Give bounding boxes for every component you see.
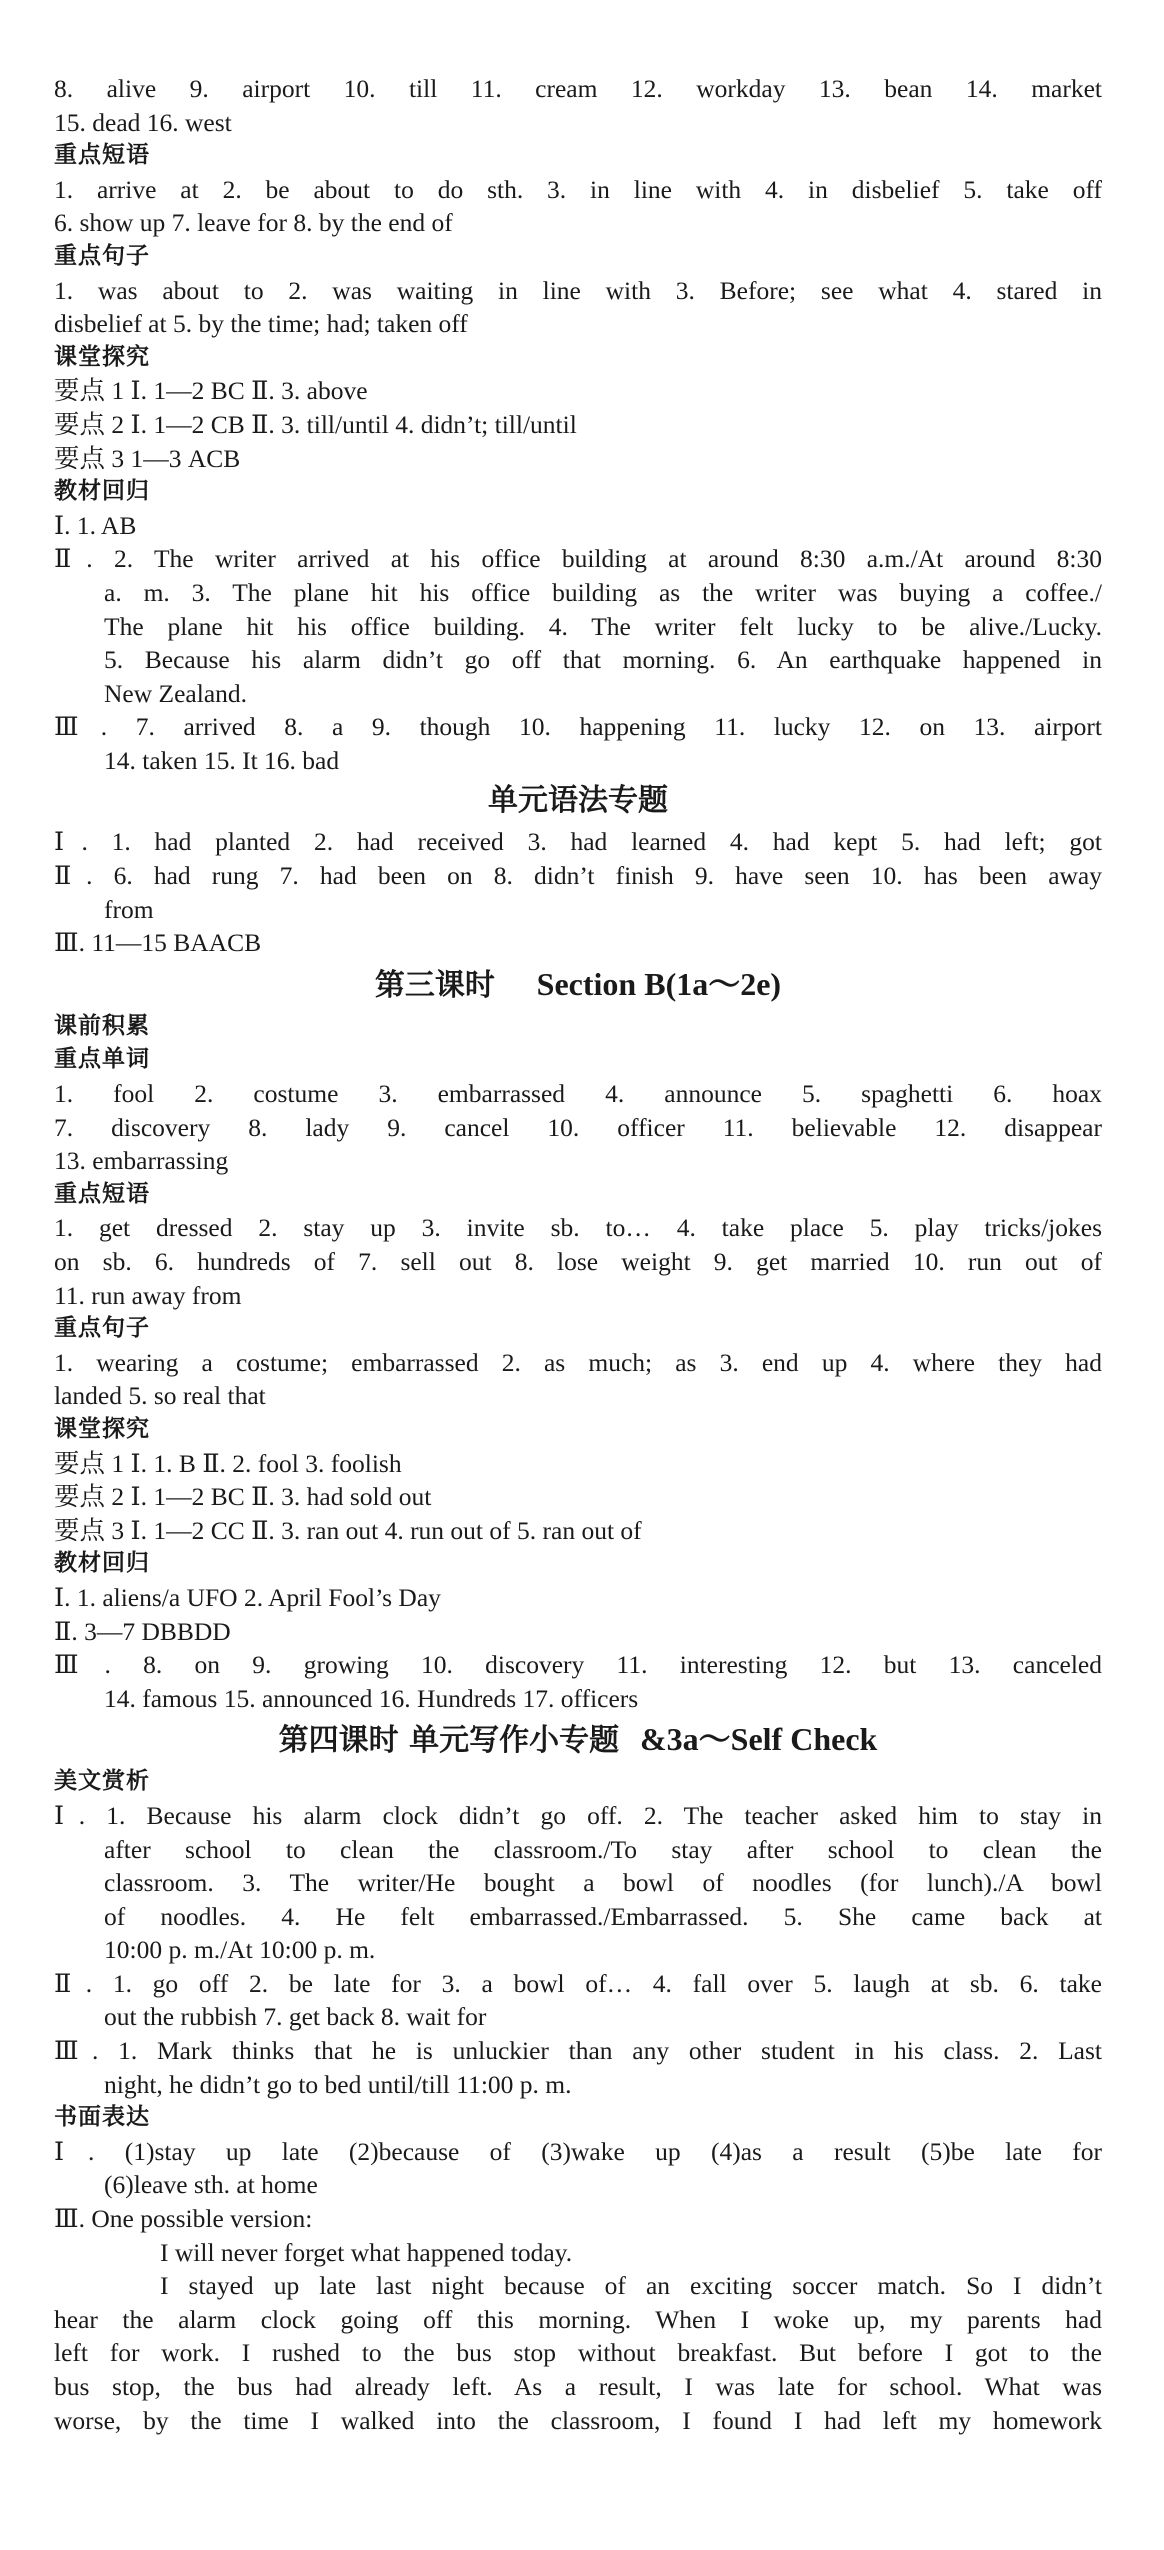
section-heading: 重点句子: [54, 1315, 150, 1342]
text-line: 1. was about to 2. was waiting in line with 3. Before; see what 4. stared in: [54, 275, 1102, 305]
section-heading: 重点单词: [54, 1046, 150, 1073]
text-line: 14. taken 15. It 16. bad: [104, 745, 340, 775]
text-line: 8. alive 9. airport 10. till 11. cream 12. workday 13. bean 14. market: [54, 74, 1102, 103]
text-line: a. m. 3. The plane hit his office building as the writer was buying a coffee./: [104, 577, 1102, 607]
text-line: Ⅲ. 1. Mark thinks that he is unluckier than any other student in his class. 2. Last: [54, 2036, 1102, 2066]
section-heading: 课堂探究: [54, 343, 150, 370]
text-line: 1. wearing a costume; embarrassed 2. as much; as 3. end up 4. where they had: [54, 1347, 1102, 1377]
text-line: 要点 3 1—3 ACB: [54, 443, 241, 473]
text-line: from: [104, 894, 154, 924]
section-heading: 书面表达: [54, 2104, 150, 2131]
text-line: disbelief at 5. by the time; had; taken off: [54, 309, 468, 339]
text-line: after school to clean the classroom./To stay after school to clean the: [104, 1834, 1102, 1864]
text-line: Ⅱ. 3—7 DBBDD: [54, 1616, 231, 1646]
text-line: 1. arrive at 2. be about to do sth. 3. in line with 4. in disbelief 5. take off: [54, 174, 1102, 204]
text-line: Ⅰ. 1. had planted 2. had received 3. had learned 4. had kept 5. had left; got: [54, 827, 1102, 857]
lesson-title: [54, 1715, 1102, 1765]
text-line: 15. dead 16. west: [54, 107, 232, 137]
text-line: Ⅰ. (1)stay up late (2)because of (3)wake up (4)as a result (5)be late for: [54, 2136, 1102, 2166]
text-line: Ⅰ. 1. aliens/a UFO 2. April Fool’s Day: [54, 1582, 441, 1612]
essay-line: hear the alarm clock going off this morning. When I woke up, my parents had: [54, 2304, 1102, 2334]
section-heading: 教材回归: [54, 1550, 150, 1577]
section-heading: 美文赏析: [54, 1768, 150, 1795]
text-line: 要点 1 Ⅰ. 1—2 BC Ⅱ. 3. above: [54, 376, 368, 406]
text-line: landed 5. so real that: [54, 1381, 266, 1411]
text-line: (6)leave sth. at home: [104, 2170, 318, 2200]
text-line: of noodles. 4. He felt embarrassed./Embarrassed. 5. She came back at: [104, 1901, 1102, 1931]
text-line: on sb. 6. hundreds of 7. sell out 8. lose weight 9. get married 10. run out of: [54, 1247, 1102, 1276]
section-heading: 课堂探究: [54, 1415, 150, 1442]
text-line: 13. embarrassing: [54, 1146, 229, 1176]
text-line: Ⅰ. 1. Because his alarm clock didn’t go off. 2. The teacher asked him to stay in: [54, 1800, 1102, 1830]
text-line: New Zealand.: [104, 678, 248, 708]
essay-line: worse, by the time I walked into the classroom, I found I had left my homework: [54, 2405, 1102, 2435]
text-line: Ⅲ. 7. arrived 8. a 9. though 10. happening 11. lucky 12. on 13. airport: [54, 712, 1102, 742]
lesson-title-en: Section B(1a～2e): [536, 965, 782, 1002]
section-title: 单元语法专题: [488, 783, 668, 819]
section-heading: 重点句子: [54, 242, 150, 269]
essay-line: bus stop, the bus had already left. As a result, I was late for school. What was: [54, 2372, 1102, 2401]
text-line: Ⅱ. 6. had rung 7. had been on 8. didn’t finish 9. have seen 10. has been away: [54, 861, 1102, 891]
text-line: 14. famous 15. announced 16. Hundreds 17. officers: [104, 1683, 639, 1713]
text-line: 11. run away from: [54, 1280, 242, 1310]
lesson-title: [54, 960, 1102, 1010]
essay-line: I will never forget what happened today.: [160, 2237, 573, 2267]
text-line: 要点 3 Ⅰ. 1—2 CC Ⅱ. 3. ran out 4. run out of 5. ran out of: [54, 1515, 642, 1545]
text-line: 1. get dressed 2. stay up 3. invite sb. to… 4. take place 5. play tricks/jokes: [54, 1213, 1102, 1243]
essay-line: left for work. I rushed to the bus stop without breakfast. But before I got to the: [54, 2338, 1102, 2368]
section-heading: 课前积累: [54, 1012, 150, 1039]
text-line: 5. Because his alarm didn’t go off that morning. 6. An earthquake happened in: [104, 645, 1102, 675]
text-line: The plane hit his office building. 4. The writer felt lucky to be alive./Lucky.: [104, 611, 1102, 641]
text-line: Ⅲ. One possible version:: [54, 2204, 313, 2234]
text-line: Ⅰ. 1. AB: [54, 510, 137, 540]
text-line: 10:00 p. m./At 10:00 p. m.: [104, 1935, 376, 1965]
text-line: 要点 2 Ⅰ. 1—2 BC Ⅱ. 3. had sold out: [54, 1482, 432, 1512]
text-line: 6. show up 7. leave for 8. by the end of: [54, 208, 453, 238]
section-heading: 教材回归: [54, 478, 150, 505]
text-line: 7. discovery 8. lady 9. cancel 10. officer 11. believable 12. disappear: [54, 1112, 1102, 1142]
text-line: classroom. 3. The writer/He bought a bowl of noodles (for lunch)./A bowl: [104, 1868, 1102, 1898]
lesson-title-en: &3a～Self Check: [640, 1721, 878, 1758]
text-line: Ⅱ. 1. go off 2. be late for 3. a bowl of… 4. fall over 5. laugh at sb. 6. take: [54, 1968, 1102, 1998]
text-line: 1. fool 2. costume 3. embarrassed 4. announce 5. spaghetti 6. hoax: [54, 1079, 1102, 1109]
lesson-title-cn: 第三课时: [374, 967, 495, 1003]
text-line: 要点 1 Ⅰ. 1. B Ⅱ. 2. fool 3. foolish: [54, 1448, 402, 1478]
text-line: Ⅱ. 2. The writer arrived at his office building at around 8:30 a.m./At around 8:30: [54, 544, 1102, 574]
section-heading: 重点短语: [54, 1180, 150, 1207]
text-line: 要点 2 Ⅰ. 1—2 CB Ⅱ. 3. till/until 4. didn’t; till/until: [54, 409, 577, 439]
text-line: Ⅲ. 8. on 9. growing 10. discovery 11. interesting 12. but 13. canceled: [54, 1650, 1102, 1680]
text-line: Ⅲ. 11—15 BAACB: [54, 928, 262, 958]
essay-line: I stayed up late last night because of an exciting soccer match. So I didn’t: [160, 2271, 1102, 2301]
section-heading: 重点短语: [54, 142, 150, 169]
lesson-title-cn: 第四课时 单元写作小专题: [278, 1723, 620, 1759]
text-line: night, he didn’t go to bed until/till 11:00 p. m.: [104, 2069, 572, 2099]
text-line: out the rubbish 7. get back 8. wait for: [104, 2002, 487, 2032]
